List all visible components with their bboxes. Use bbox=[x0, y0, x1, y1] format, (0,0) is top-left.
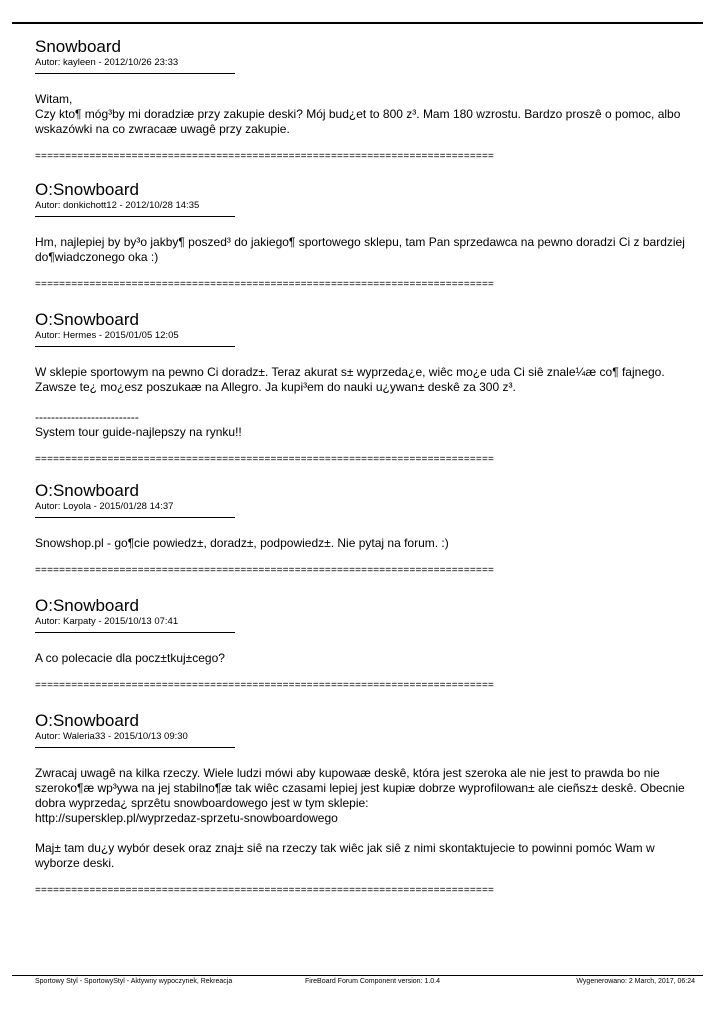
post-title: O:Snowboard bbox=[35, 711, 139, 730]
post bbox=[35, 711, 700, 897]
post-separator: ============================================================================ bbox=[35, 565, 495, 576]
footer-generated-date: Wygenerowano: 2 March, 2017, 06:24 bbox=[576, 978, 695, 985]
post-paragraph bbox=[35, 651, 700, 666]
post-separator: ============================================================================ bbox=[35, 151, 495, 162]
post-body bbox=[35, 235, 700, 265]
post-meta: Autor: Waleria33 - 2015/10/13 09:30 bbox=[35, 731, 188, 742]
post-separator: ============================================================================ bbox=[35, 680, 495, 691]
footer-component-version: FireBoard Forum Component version: 1.0.4 bbox=[305, 978, 441, 985]
post-paragraph bbox=[35, 365, 700, 395]
signature-divider: -------------------------- bbox=[35, 410, 139, 424]
header-rule bbox=[12, 22, 703, 24]
post-body bbox=[35, 766, 700, 871]
post-separator: ============================================================================ bbox=[35, 454, 495, 465]
post-title: O:Snowboard bbox=[35, 481, 139, 500]
post-title-rule bbox=[35, 747, 235, 748]
post-title-rule bbox=[35, 517, 235, 518]
signature-text: System tour guide-najlepszy na rynku!! bbox=[35, 425, 242, 439]
post-line: Maj± tam du¿y wybór desek oraz znaj± siê na rzeczy tak wiêc jak siê z nimi skontaktujecie to powinni pomóc Wam w wyborze deski. bbox=[35, 841, 655, 870]
post-link[interactable]: http://supersklep.pl/wyprzedaz-sprzetu-snowboardowego bbox=[35, 811, 338, 825]
post bbox=[35, 180, 700, 291]
post-body bbox=[35, 92, 700, 137]
post-meta: Autor: donkichott12 - 2012/10/28 14:35 bbox=[35, 200, 200, 211]
post-title-rule bbox=[35, 632, 235, 633]
post-meta: Autor: Loyola - 2015/01/28 14:37 bbox=[35, 501, 174, 512]
post-line: Czy kto¶ móg³by mi doradziæ przy zakupie deski? Mój bud¿et to 800 z³. Mam 180 wzrostu. Bardzo proszê o pomoc, albo wskazówki na co zwracaæ uwagê przy zakupie. bbox=[35, 107, 681, 136]
post-meta: Autor: Hermes - 2015/01/05 12:05 bbox=[35, 330, 179, 341]
post-paragraph bbox=[35, 841, 700, 871]
post-separator: ============================================================================ bbox=[35, 279, 495, 290]
post-title-rule bbox=[35, 73, 235, 74]
post bbox=[35, 310, 700, 466]
post-separator: ============================================================================ bbox=[35, 885, 495, 896]
post-body bbox=[35, 536, 700, 551]
post bbox=[35, 481, 700, 577]
post-line: A co polecacie dla pocz±tkuj±cego? bbox=[35, 651, 225, 665]
post-paragraph bbox=[35, 766, 700, 826]
post-title: O:Snowboard bbox=[35, 596, 139, 615]
post-title-rule bbox=[35, 346, 235, 347]
post-signature bbox=[35, 410, 700, 440]
post-meta: Autor: kayleen - 2012/10/26 23:33 bbox=[35, 57, 179, 68]
post-line: Hm, najlepiej by by³o jakby¶ poszed³ do jakiego¶ sportowego sklepu, tam Pan sprzedawca na pewno doradzi Ci z bardziej do¶wiadczonego oka :) bbox=[35, 235, 685, 264]
post-paragraph bbox=[35, 92, 700, 137]
post-meta: Autor: Karpaty - 2015/10/13 07:41 bbox=[35, 616, 179, 627]
footer-site-name: Sportowy Styl - SportowyStyl - Aktywny wypoczynek, Rekreacja bbox=[35, 978, 233, 985]
post-paragraph bbox=[35, 235, 700, 265]
post bbox=[35, 596, 700, 692]
post-line: Witam, bbox=[35, 92, 73, 106]
post-line: Zwracaj uwagê na kilka rzeczy. Wiele ludzi mówi aby kupowaæ deskê, która jest szeroka ale nie jest to prawda bo nie szeroko¶æ wp³ywa na jej stabilno¶æ tak wiêc czasami lepiej jest kupiæ dobrze wyprofilowan± ale cieñsz± deskê. Obecnie dobra wyprzeda¿ sprzêtu snowboardowego jest w tym sklepie: bbox=[35, 766, 685, 810]
post-line: Snowshop.pl - go¶cie powiedz±, doradz±, podpowiedz±. Nie pytaj na forum. :) bbox=[35, 536, 449, 550]
post-title-rule bbox=[35, 216, 235, 217]
post-title: O:Snowboard bbox=[35, 310, 139, 329]
post-line: W sklepie sportowym na pewno Ci doradz±. Teraz akurat s± wyprzeda¿e, wiêc mo¿e uda Ci siê znale¼æ co¶ fajnego. Zawsze te¿ mo¿esz poszukaæ na Allegro. Ja kupi³em do nauki u¿ywan± deskê za 300 z³. bbox=[35, 365, 665, 394]
post bbox=[35, 37, 700, 163]
post-title: O:Snowboard bbox=[35, 180, 139, 199]
post-paragraph bbox=[35, 536, 700, 551]
post-title: Snowboard bbox=[35, 37, 122, 56]
footer-rule bbox=[12, 975, 703, 976]
post-body bbox=[35, 365, 700, 440]
post-body bbox=[35, 651, 700, 666]
